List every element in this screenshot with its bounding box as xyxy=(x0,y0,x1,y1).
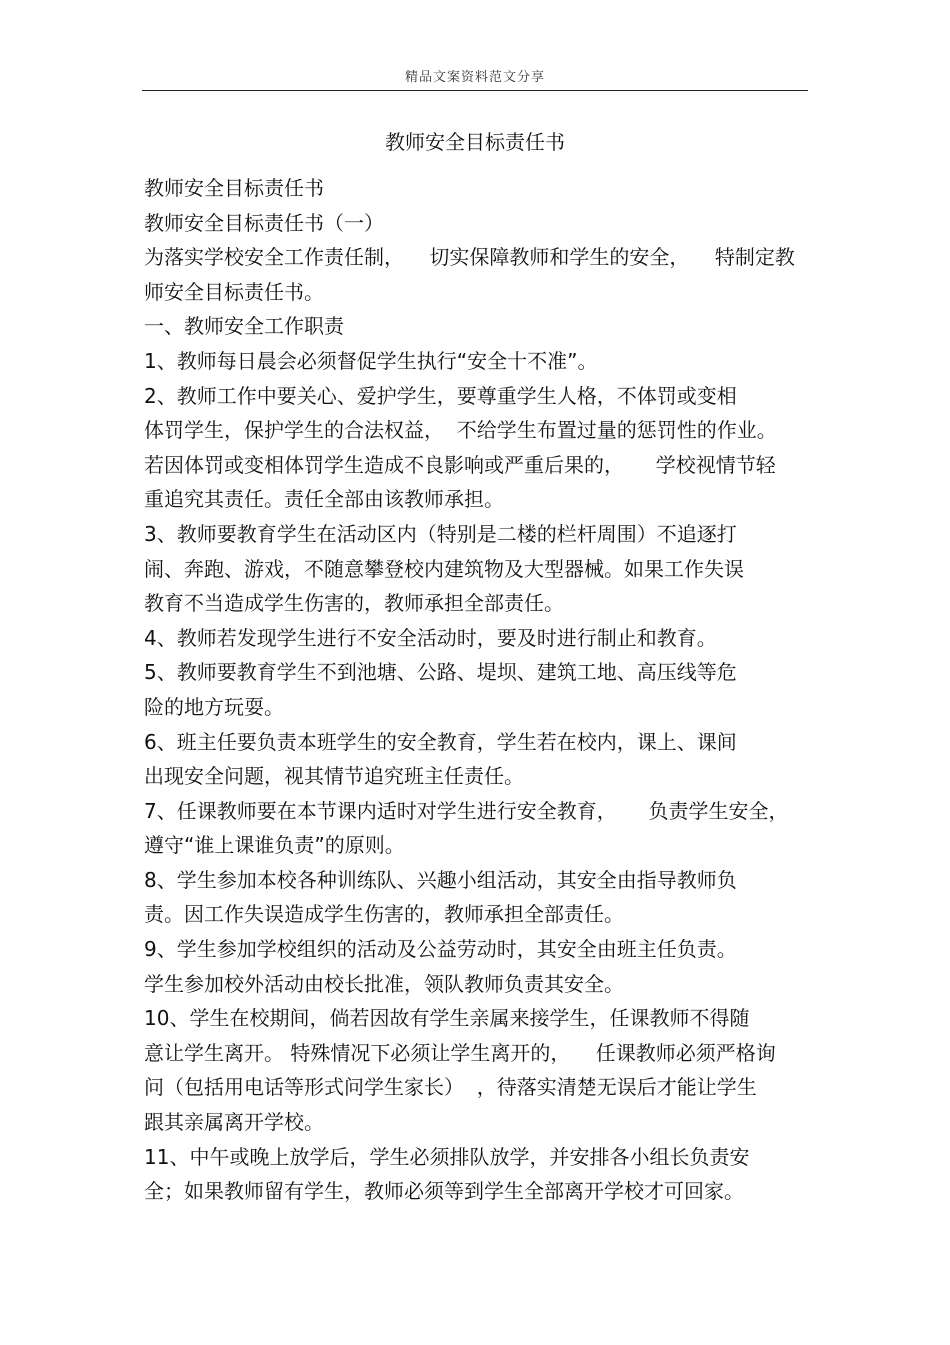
body-line: 责。因工作失误造成学生伤害的，教师承担全部责任。 xyxy=(144,902,624,927)
body-line: 闹、奔跑、游戏，不随意攀登校内建筑物及大型器械。如果工作失误 xyxy=(144,556,744,581)
body-line: 教师安全目标责任书 xyxy=(144,176,324,200)
document-body xyxy=(144,171,808,1209)
body-line: 一、教师安全工作职责 xyxy=(144,314,344,339)
body-line: 为落实学校安全工作责任制， 切实保障教师和学生的安全， 特制定教 xyxy=(144,245,795,270)
body-line: 问（包括用电话等形式问学生家长） ，待落实清楚无误后才能让学生 xyxy=(144,1075,757,1100)
body-line: 全；如果教师留有学生，教师必须等到学生全部离开学校才可回家。 xyxy=(144,1179,744,1204)
body-line: 师安全目标责任书。 xyxy=(144,279,324,304)
body-line: 险的地方玩耍。 xyxy=(144,694,284,719)
body-line: 教育不当造成学生伤害的，教师承担全部责任。 xyxy=(144,591,564,616)
document-title: 教师安全目标责任书 xyxy=(385,130,565,154)
body-line: 2、教师工作中要关心、爱护学生，要尊重学生人格，不体罚或变相 xyxy=(144,383,737,408)
body-line: 跟其亲属离开学校。 xyxy=(144,1110,324,1135)
body-line: 10、学生在校期间，倘若因故有学生亲属来接学生，任课教师不得随 xyxy=(144,1006,750,1031)
body-line: 8、学生参加本校各种训练队、兴趣小组活动，其安全由指导教师负 xyxy=(144,867,737,892)
header-divider xyxy=(142,90,808,91)
body-line: 重追究其责任。责任全部由该教师承担。 xyxy=(144,487,504,512)
body-line: 6、班主任要负责本班学生的安全教育，学生若在校内，课上、课间 xyxy=(144,729,737,754)
body-line: 学生参加校外活动由校长批准，领队教师负责其安全。 xyxy=(144,971,624,996)
body-line: 11、中午或晚上放学后，学生必须排队放学，并安排各小组长负责安 xyxy=(144,1144,750,1169)
body-line: 若因体罚或变相体罚学生造成不良影响或严重后果的， 学校视情节轻 xyxy=(144,452,776,477)
running-header: 精品文案资料范文分享 xyxy=(404,70,545,85)
body-line: 4、教师若发现学生进行不安全活动时，要及时进行制止和教育。 xyxy=(144,625,717,650)
body-line: 3、教师要教育学生在活动区内（特别是二楼的栏杆周围）不追逐打 xyxy=(144,521,737,546)
body-line: 7、任课教师要在本节课内适时对学生进行安全教育， 负责学生安全， xyxy=(144,798,789,823)
body-line: 教师安全目标责任书（一） xyxy=(144,210,384,235)
body-line: 5、教师要教育学生不到池塘、公路、堤坝、建筑工地、高压线等危 xyxy=(144,660,737,685)
body-line: 体罚学生，保护学生的合法权益， 不给学生布置过量的惩罚性的作业。 xyxy=(144,418,777,443)
body-line: 意让学生离开。 特殊情况下必须让学生离开的， 任课教师必须严格询 xyxy=(144,1040,776,1065)
body-line: 出现安全问题，视其情节追究班主任责任。 xyxy=(144,764,524,789)
body-line: 遵守“谁上课谁负责”的原则。 xyxy=(144,833,405,858)
body-line: 1、教师每日晨会必须督促学生执行“安全十不准”。 xyxy=(144,348,598,373)
body-line: 9、学生参加学校组织的活动及公益劳动时，其安全由班主任负责。 xyxy=(144,937,737,962)
